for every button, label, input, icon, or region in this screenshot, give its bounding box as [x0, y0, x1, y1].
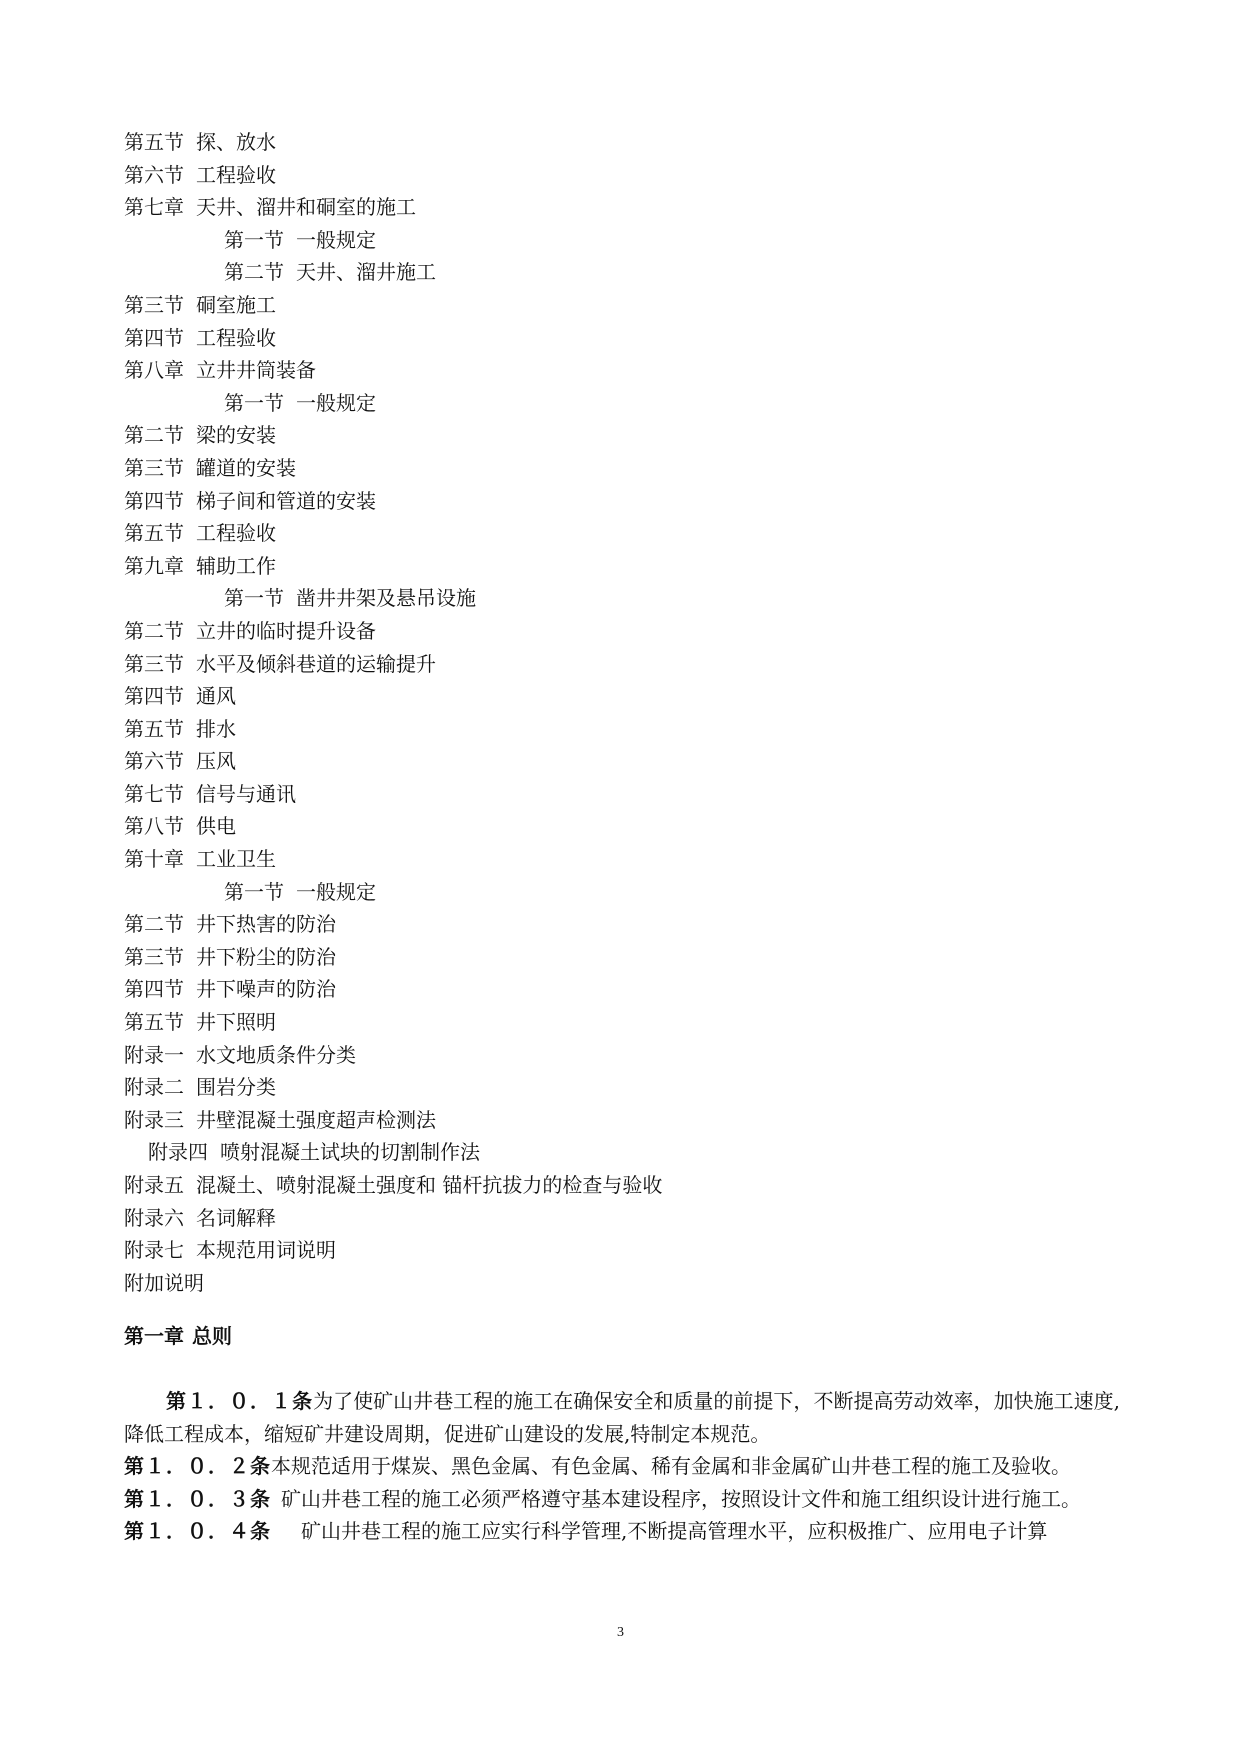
- toc-entry-title: 工程验收: [196, 521, 276, 546]
- toc-entry-number: 第四节: [124, 488, 184, 513]
- toc-entry-title: 凿井井架及悬吊设施: [296, 586, 476, 611]
- toc-entry-number: 第三节: [124, 455, 184, 480]
- toc-entry[interactable]: [124, 1071, 1124, 1104]
- toc-entry-title: 排水: [196, 716, 236, 741]
- toc-entry-title: 本规范用词说明: [196, 1238, 336, 1263]
- toc-entry[interactable]: [124, 941, 1124, 974]
- toc-entry-title: 立井的临时提升设备: [196, 618, 376, 643]
- toc-entry[interactable]: [124, 256, 1124, 289]
- toc-entry-title: 信号与通讯: [196, 781, 296, 806]
- toc-entry-number: 第十章: [124, 847, 184, 872]
- toc-entry[interactable]: [124, 973, 1124, 1006]
- page-number: 3: [617, 1625, 624, 1640]
- chapter-body: [124, 1385, 1120, 1548]
- toc-entry[interactable]: [124, 680, 1124, 713]
- toc-entry-number: 第五节: [124, 716, 184, 741]
- toc-entry-title: 一般规定: [296, 227, 376, 252]
- toc-entry-title: 辅助工作: [196, 553, 276, 578]
- toc-entry-title: 一般规定: [296, 879, 376, 904]
- toc-entry[interactable]: [124, 1006, 1124, 1039]
- toc-entry[interactable]: [124, 1104, 1124, 1137]
- toc-entry[interactable]: [124, 908, 1124, 941]
- chapter-number: 第一章: [124, 1324, 184, 1348]
- toc-entry[interactable]: [124, 126, 1124, 159]
- toc-entry-number: 附录二: [124, 1075, 184, 1100]
- article-text: 本规范适用于煤炭、黑色金属、有色金属、稀有金属和非金属矿山井巷工程的施工及验收。: [271, 1454, 1071, 1478]
- toc-entry-number: 附录三: [124, 1107, 184, 1132]
- toc-entry[interactable]: [124, 485, 1124, 518]
- toc-entry[interactable]: [124, 745, 1124, 778]
- toc-entry-number: 第九章: [124, 553, 184, 578]
- toc-entry[interactable]: [124, 224, 1124, 257]
- toc-entry-title: 工程验收: [196, 325, 276, 350]
- toc-entry-title: 混凝土、喷射混凝土强度和 锚杆抗拔力的检查与验收: [196, 1173, 663, 1197]
- toc-entry[interactable]: [124, 1169, 1124, 1202]
- toc-entry-number: 附加说明: [124, 1270, 204, 1295]
- toc-entry-title: 天井、溜井施工: [296, 260, 436, 285]
- article-label: 第１．０．２条: [124, 1454, 271, 1478]
- toc-entry[interactable]: [124, 354, 1124, 387]
- toc-entry-title: 探、放水: [196, 130, 276, 154]
- article-label: 第１．０．３条: [124, 1486, 271, 1511]
- article-text: 矿山井巷工程的施工应实行科学管理,不断提高管理水平，应积极推广、应用电子计算: [301, 1519, 1048, 1543]
- toc-entry-number: 第一节: [224, 227, 284, 252]
- toc-entry-number: 第一节: [224, 390, 284, 415]
- toc-entry-number: 第一节: [224, 586, 284, 611]
- article-label: 第１．０．４条: [124, 1519, 271, 1543]
- article-paragraph: [124, 1450, 1120, 1483]
- toc-entry[interactable]: [124, 615, 1124, 648]
- article-paragraph: [124, 1515, 1120, 1548]
- toc-entry-number: 第五节: [124, 1010, 184, 1035]
- toc-entry[interactable]: [124, 419, 1124, 452]
- toc-entry-number: 第一节: [224, 879, 284, 904]
- article-text: 矿山井巷工程的施工必须严格遵守基本建设程序，按照设计文件和施工组织设计进行施工。: [281, 1486, 1081, 1511]
- toc-entry-title: 井壁混凝土强度超声检测法: [196, 1107, 436, 1132]
- toc-entry[interactable]: [124, 387, 1124, 420]
- toc-entry-number: 第二节: [224, 260, 284, 285]
- table-of-contents: [124, 126, 1124, 1299]
- toc-entry-number: 第五节: [124, 130, 184, 154]
- toc-entry-title: 井下粉尘的防治: [196, 944, 336, 969]
- chapter-title: 总则: [192, 1324, 232, 1348]
- toc-entry-title: 井下噪声的防治: [196, 977, 336, 1002]
- toc-entry-number: 第五节: [124, 521, 184, 546]
- toc-entry[interactable]: [124, 843, 1124, 876]
- toc-entry-title: 喷射混凝土试块的切割制作法: [220, 1140, 480, 1165]
- toc-entry[interactable]: [124, 550, 1124, 583]
- toc-entry-title: 井下热害的防治: [196, 912, 336, 937]
- toc-entry[interactable]: [124, 582, 1124, 615]
- toc-entry-number: 第七章: [124, 195, 184, 220]
- toc-entry-title: 一般规定: [296, 390, 376, 415]
- toc-entry-title: 工业卫生: [196, 847, 276, 872]
- toc-entry-title: 通风: [196, 684, 236, 709]
- toc-entry-number: 附录五: [124, 1173, 184, 1197]
- toc-entry[interactable]: [124, 713, 1124, 746]
- toc-entry-title: 梯子间和管道的安装: [196, 488, 376, 513]
- toc-entry-title: 天井、溜井和硐室的施工: [196, 195, 416, 220]
- toc-entry-number: 第七节: [124, 781, 184, 806]
- toc-entry-number: 附录六: [124, 1205, 184, 1230]
- toc-entry[interactable]: [124, 517, 1124, 550]
- toc-entry[interactable]: [124, 452, 1124, 485]
- toc-entry[interactable]: [124, 648, 1124, 681]
- chapter-heading: [124, 1320, 232, 1349]
- toc-entry[interactable]: [124, 191, 1124, 224]
- toc-entry-number: 第四节: [124, 684, 184, 709]
- toc-entry[interactable]: [124, 1136, 1124, 1169]
- toc-entry[interactable]: [124, 1039, 1124, 1072]
- toc-entry-title: 梁的安装: [196, 423, 276, 448]
- toc-entry-number: 附录七: [124, 1238, 184, 1263]
- article-paragraph: [124, 1385, 1120, 1450]
- toc-entry-number: 第二节: [124, 423, 184, 448]
- toc-entry-number: 第四节: [124, 977, 184, 1002]
- toc-entry[interactable]: [124, 1234, 1124, 1267]
- article-label: 第１．０．１条: [166, 1389, 314, 1413]
- toc-entry-number: 第三节: [124, 651, 184, 676]
- toc-entry[interactable]: [124, 810, 1124, 843]
- toc-entry[interactable]: [124, 1267, 1124, 1300]
- toc-entry-number: 附录一: [124, 1042, 184, 1067]
- toc-entry-title: 硐室施工: [196, 292, 276, 317]
- toc-entry-title: 名词解释: [196, 1205, 276, 1230]
- toc-entry-number: 第二节: [124, 618, 184, 643]
- toc-entry-title: 供电: [196, 814, 236, 839]
- toc-entry-title: 围岩分类: [196, 1075, 276, 1100]
- toc-entry[interactable]: [124, 778, 1124, 811]
- toc-entry-title: 工程验收: [196, 162, 276, 187]
- toc-entry[interactable]: [124, 322, 1124, 355]
- article-paragraph: [124, 1483, 1120, 1516]
- toc-entry-title: 井下照明: [196, 1010, 276, 1035]
- toc-entry[interactable]: [124, 289, 1124, 322]
- toc-entry-number: 第八章: [124, 358, 184, 383]
- toc-entry-title: 水平及倾斜巷道的运输提升: [196, 651, 436, 676]
- toc-entry-number: 第四节: [124, 325, 184, 350]
- toc-entry-number: 第六节: [124, 162, 184, 187]
- toc-entry[interactable]: [124, 159, 1124, 192]
- toc-entry-number: 第六节: [124, 749, 184, 774]
- toc-entry-title: 水文地质条件分类: [196, 1042, 356, 1067]
- toc-entry-title: 立井井筒装备: [196, 358, 316, 383]
- toc-entry-title: 压风: [196, 749, 236, 774]
- article-text: 为了使矿山井巷工程的施工在确保安全和质量的前提下，不断提高劳动效率，加快施工速度,降低工程成本，缩短矿井建设周期，促进矿山建设的发展,特制定本规范。: [124, 1389, 1121, 1446]
- toc-entry[interactable]: [124, 1202, 1124, 1235]
- toc-entry[interactable]: [124, 876, 1124, 909]
- toc-entry-number: 第三节: [124, 944, 184, 969]
- toc-entry-number: 第二节: [124, 912, 184, 937]
- toc-entry-number: 第八节: [124, 814, 184, 839]
- toc-entry-number: 附录四: [148, 1140, 208, 1165]
- toc-entry-title: 罐道的安装: [196, 455, 296, 480]
- toc-entry-number: 第三节: [124, 292, 184, 317]
